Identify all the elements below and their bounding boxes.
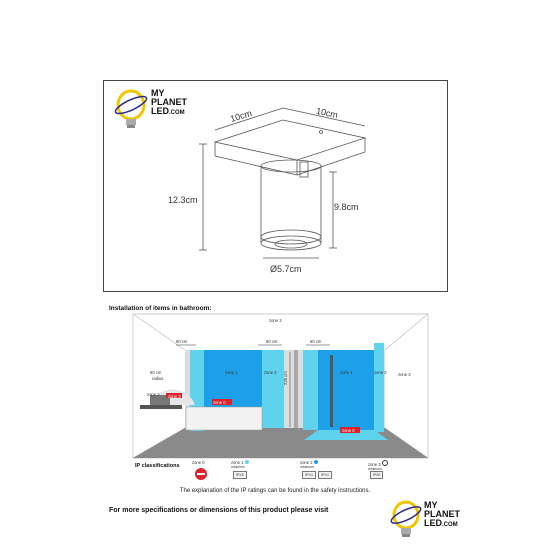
measure-60-mid: 60 cm bbox=[266, 339, 278, 344]
footer-visit-text: For more specifications or dimensions of this product please visit bbox=[109, 507, 329, 514]
zone3-sink-label: zone 3 bbox=[168, 393, 181, 399]
logo-bottom-line-1: MY bbox=[424, 500, 438, 510]
logo-line-1: MY bbox=[151, 88, 165, 98]
logo-bottom-line-3: LED bbox=[424, 518, 442, 528]
ip-zone2-label: zone 2 bbox=[300, 460, 313, 465]
ip-zone2-sub: minimum bbox=[300, 465, 314, 469]
no-entry-icon bbox=[194, 467, 208, 481]
ip-zone3-box: IP20 bbox=[370, 471, 383, 479]
ip-zone0-label: zone 0 bbox=[192, 460, 205, 465]
diameter-label: Ø5.7cm bbox=[270, 264, 302, 274]
logo-line-2: PLANET bbox=[151, 97, 187, 107]
total-height-label: 12.3cm bbox=[168, 195, 198, 205]
logo-suffix: .COM bbox=[169, 110, 185, 116]
height-225-label: 225 cm bbox=[283, 371, 288, 385]
body-height-label: 9.8cm bbox=[334, 202, 359, 212]
ip-zone2 bbox=[300, 460, 350, 485]
width-label-b: 10cm bbox=[315, 105, 339, 121]
ip-zone1-box: IPX5 bbox=[233, 471, 247, 479]
ip-zone3 bbox=[368, 460, 408, 485]
logo-bottom-suffix: .COM bbox=[442, 522, 458, 528]
logo-bottom-line-2: PLANET bbox=[424, 509, 460, 519]
ip-zone2-box-a: IPX4 bbox=[302, 471, 316, 479]
ip-zone0 bbox=[192, 460, 222, 485]
zone2-left-label: zone 2 bbox=[264, 370, 277, 375]
ip-zone3-sub: minimum bbox=[368, 467, 382, 471]
zone1-left-label: zone 1 bbox=[225, 370, 238, 375]
zone3-dot-icon bbox=[382, 460, 388, 466]
ip-zone2-box-b: IPX4 bbox=[318, 471, 332, 479]
radius-word-label: radius bbox=[152, 376, 164, 381]
width-label-a: 10cm bbox=[229, 108, 253, 124]
ip-explanation-note: The explanation of the IP ratings can be found in the safety instructions. bbox=[179, 488, 371, 494]
ip-zone3-label: zone 3 bbox=[368, 462, 381, 467]
zone3-top-label: zone 3 bbox=[269, 318, 282, 323]
ip-zone1 bbox=[231, 460, 271, 485]
ip-zone1-label-text: zone 1 bbox=[231, 460, 244, 465]
zone1-right-label: zone 1 bbox=[340, 370, 353, 375]
measure-60-left: 60 cm bbox=[176, 339, 188, 344]
radius-value-label: 60 cm bbox=[150, 370, 162, 375]
zone3-right-label: zone 3 bbox=[398, 372, 411, 377]
brand-logo-bottom bbox=[388, 496, 468, 544]
bathroom-section-title: Installation of items in bathroom: bbox=[109, 305, 212, 312]
logo-line-3: LED bbox=[151, 106, 169, 116]
ip-zone1-sub: minimum bbox=[231, 465, 245, 469]
zone2-dot-icon bbox=[314, 460, 318, 464]
zone0-right-label: zone 0 bbox=[342, 428, 355, 433]
zone0-left-label: zone 0 bbox=[213, 400, 226, 405]
zone1-dot-icon bbox=[245, 460, 249, 464]
bulb-globe-icon bbox=[388, 496, 428, 544]
zone2-right-label: zone 2 bbox=[374, 370, 387, 375]
ip-classifications-heading: IP classifications bbox=[135, 463, 180, 469]
zone2-sink-label: zone 2 bbox=[147, 392, 160, 397]
measure-60-right: 60 cm bbox=[310, 339, 322, 344]
